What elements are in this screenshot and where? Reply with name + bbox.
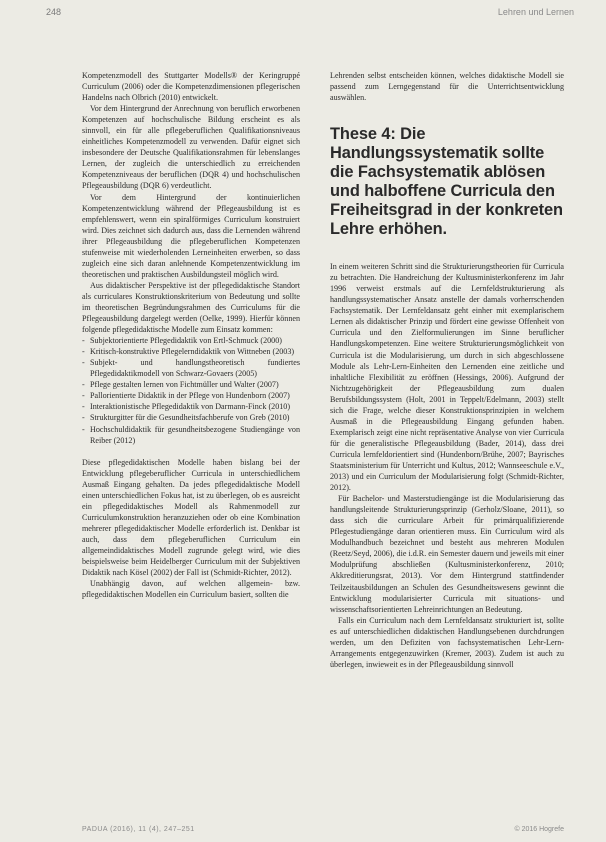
list-item: - Strukturgitter für die Gesundheitsfachberufe von Greb (2010) [82, 412, 300, 423]
list-item: - Interaktionistische Pflegedidaktik von Darmann-Finck (2010) [82, 401, 300, 412]
paragraph: Vor dem Hintergrund der Anrechnung von beruflich erworbenen Kompetenzen auf hochschulische Bildung erscheint es als sinnvoll, ein für alle pflegeberuflichen Qualifikationsniveaus einheitliches Kompetenzmodell zu verwenden. Dafür eignet sich insbesondere der Deutsche Qualifikationsrahmen für lebenslanges Lernen, der zugleich die unterschiedlich zu erreichenden Kompetenzniveaus der beruflichen (DQR 4) und hochschulischen Pflegeausbildung (DQR 6) verdeutlicht. [82, 104, 300, 191]
paragraph: Lehrenden selbst entscheiden können, welches didaktische Modell sie passend zum Lerngegenstand für die Unterrichtsentwicklung auswählen. [330, 71, 564, 103]
paragraph: Falls ein Curriculum nach dem Lernfeldansatz strukturiert ist, sollte es auf unterschiedlichen didaktischen Handlungsebenen durchdrungen werden, um den Defiziten von fachsystematischen Lehr-Lern-Arrangements entgegenzuwirken (Kremer, 2003). Zudem ist auch zu überlegen, inwieweit es in der Pflegeausbildung sinnvoll [330, 615, 564, 669]
list-item: - Subjekt- und handlungstheoretisch fundiertes Pflegedidaktikmodell von Schwarz-Govaers (2005) [82, 357, 300, 379]
footer-copyright: © 2016 Hogrefe [514, 826, 564, 833]
right-column [330, 70, 564, 670]
paragraph: Kompetenzmodell des Stuttgarter Modells® der Keringruppé Curriculum (2006) oder die Kompetenzdimensionen pflegerischen Handelns nach Olbrich (2010) entwickelt. [82, 71, 300, 103]
paragraph: Aus didaktischer Perspektive ist der pflegedidaktische Standort als curriculares Konstruktionskriterium von Bedeutung und sollte im theoretischen Begründungsrahmen des Curriculums für die Pflegeausbildung dargelegt werden (Oelke, 1999). Hierfür können folgende pflegedidaktische Modelle zum Einsatz kommen: [82, 280, 300, 335]
running-head: Lehren und Lernen [497, 7, 574, 17]
section-heading: These 4: Die Handlungssystematik sollte die Fachsystematik ablösen und halboffene Curricula den Freiheitsgrad in der konkreten Lehre erhöhen. [330, 125, 563, 239]
left-column [82, 70, 300, 600]
list-item: - Subjektorientierte Pflegedidaktik von Ertl-Schmuck (2000) [82, 335, 300, 346]
page-number: 248 [46, 7, 62, 17]
paragraph: Für Bachelor- und Masterstudiengänge ist die Modularisierung das handlungsleitende Strukturierungsprinzip (Gerholz/Sloane, 2011), so dass sich die curriculare Arbeit für primärqualifizierende Pflegestudiengänge daran orientieren muss. Ein Curriculum wird als Modulhandbuch bezeichnet und besteht aus mehreren Modulen (Reetz/Seyd, 2006), die i.d.R. ein Semester dauern und jeweils mit einer Modulprüfung abschließen (Kultusministerkonferenz, 2010; Akkreditierungsrat, 2013). Vor dem Hintergrund stattfindender Teilzeitausbildungen an Schulen des Gesundheitswesens gewinnt die Entwicklung modularisierter Curricula mit situations- und wissenschaftsorientierten Lehreinrichtungen an Bedeutung. [330, 494, 564, 614]
paragraph: In einem weiteren Schritt sind die Strukturierungstheorien für Curricula zu betrachten. Die Handreichung der Kultusministerkonferenz im Jahr 1996 verweist erstmals auf die Lernfeldstrukturierung als handlungssystematischer Ansatz anstelle der damals vorherrschenden Fachsystematik. Der Lernfeldansatz geht einher mit exemplarischem Lernen als didaktischer Prinzip und fördert eine gewisse Offenheit von Curricula und den Zielformulierungen im Sinne beruflicher Handlungskompetenzen. Eine weitere Strukturierungsmöglichkeit von Curricula ist die Modularisierung, um durch in sich abgeschlossene Module als Lehr-Lern-Einheiten den Lernenden eine zeitliche und inhaltliche Flexibilität zu eröffnen (Hessings, 2006). Aufgrund der Nichtzugehörigkeit der Pflegeausbildung zum dualen Berufsbildungssystem (Holt, 2001 in Teppelt/Edelmann, 2003) stellt sich die Frage, welche dieser Konstruktionsprinzipien in welchem Ausmaß in die Pflegeausbildung Eingang gefunden haben. Exemplarisch zeigt eine nicht repräsentative Analyse von vier Curricula für die generalistische Pflegeausbildung (Bader, 2014), dass drei Curricula lernfeldorientiert sind (Hundenborn/Brühe, 2007; Bayrisches Staatsministerium für Unterricht und Kultus, 2012; Wannseeschule e.V., 2013) und ein Curriculum der Modularisierung folgt (Schmidt-Richter, 2012). [330, 262, 564, 493]
footer-citation: PADUA (2016), 11 (4), 247–251 [82, 826, 195, 833]
paragraph: Vor dem Hintergrund der kontinuierlichen Kompetenzentwicklung während der Pflegeausbildung ist es empfehlenswert, wenn ein spiralförmiges Curriculum konstruiert wird. Dies zeichnet sich dadurch aus, dass die Lernenden während ihrer Pflegeausbildung die pflegeberuflichen Kompetenzen stufenweise mit wiederholenden Lerneinheiten erwerben, so dass zugleich eine sich daran anlehnende Kompetenzentwicklung im theoretischen und praktischen Ausbildungsteil möglich wird. [82, 192, 300, 279]
list-item: - Pflege gestalten lernen von Fichtmüller und Walter (2007) [82, 379, 300, 390]
list-item: - Pallorientierte Didaktik in der Pflege von Hundenborn (2007) [82, 390, 300, 401]
paragraph: Diese pflegedidaktischen Modelle haben bislang bei der Entwicklung pflegeberuflicher Curricula in unterschiedlichem Ausmaß Eingang gehalten. Da jedes pflegedidaktische Modell einen unterschiedlichen Fokus hat, ist zu überlegen, ob es ausreicht ein pflegedidaktisches Modell als Rahmenmodell zur Curriculumkonstruktion heranzuziehen oder ob eine Kombination mehrerer pflegedidaktischer Modelle erforderlich ist. Denkbar ist auch, dass dem pflegeberuflichen Curriculum ein allgemeindidaktisches Modell zugrunde gelegt wird, wie dies beispielsweise beim Heidelberger Curriculum mit der Subjektiven Didaktik nach Kösel (2002) der Fall ist (Schmidt-Richter, 2012). [82, 457, 300, 578]
list-item: - Hochschuldidaktik für gesundheitsbezogene Studiengänge von Reiber (2012) [82, 424, 300, 446]
paragraph: Unabhängig davon, auf welchen allgemein- bzw. pflegedidaktischen Modellen ein Curriculum basiert, sollten die [82, 579, 300, 600]
didactic-models-list [82, 335, 300, 445]
list-item: - Kritisch-konstruktive Pflegelerndidaktik von Wittneben (2003) [82, 346, 300, 357]
